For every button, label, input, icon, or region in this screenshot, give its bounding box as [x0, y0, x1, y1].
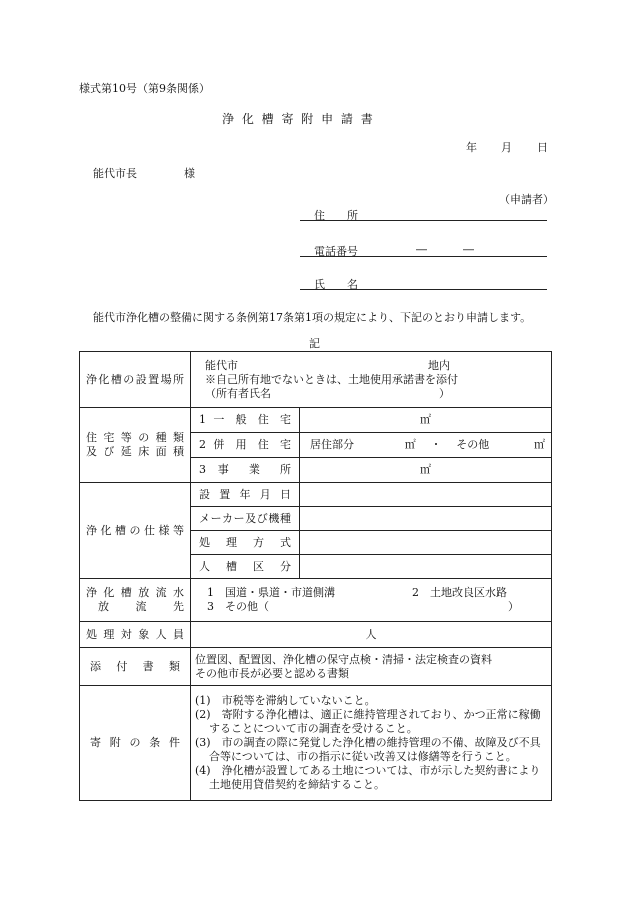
discharge-cell — [191, 579, 552, 622]
location-label: 浄化槽の設置場所 — [80, 352, 191, 408]
persons-label: 処理対象人員 — [80, 622, 191, 648]
phone-line — [300, 256, 547, 257]
applicant-label: （申請者） — [499, 193, 554, 206]
name-label: 氏 名 — [314, 278, 358, 291]
date-year: 年 — [466, 141, 477, 154]
ki-heading: 記 — [309, 337, 320, 350]
conditions-label: 寄附の条件 — [80, 686, 191, 801]
phone-label: 電話番号 — [314, 245, 358, 258]
date-month: 月 — [501, 141, 512, 154]
residential-unit: ㎡ — [404, 438, 416, 451]
spec-capacity-class: 人槽区分 — [191, 555, 300, 579]
address-label: 住 所 — [314, 209, 358, 222]
location-cell — [191, 352, 552, 408]
location-row — [80, 352, 552, 408]
attachments-cell — [191, 648, 552, 686]
conditions-row — [80, 686, 552, 801]
building-kind-3: 3 事 業 所 — [191, 458, 300, 483]
attachments-row — [80, 648, 552, 686]
spec-treatment-method: 処理方式 — [191, 531, 300, 555]
discharge-option-1: 1 国道・県道・市道側溝 — [207, 586, 335, 599]
addressee-name: 能代市長 — [93, 167, 137, 180]
building-label: 住宅等の種類 及び延床面積 — [80, 408, 191, 483]
spec-label: 浄化槽の仕様等 — [80, 483, 191, 579]
discharge-row — [80, 579, 552, 622]
spec-capacity-class-value — [300, 555, 552, 579]
area-separator: ・ — [430, 438, 442, 451]
addressee-honorific: 様 — [184, 167, 195, 180]
phone-separator-1: ― — [416, 243, 427, 256]
other-unit: ㎡ — [534, 438, 545, 451]
phone-separator-2: ― — [463, 243, 474, 256]
owner-name-open: （所有者氏名 — [205, 386, 271, 400]
building-kind-1: 1 一 般 住 宅 — [191, 408, 300, 433]
condition-item: (1) 市税等を滞納していないこと。 — [195, 694, 376, 707]
building-row-1 — [80, 408, 552, 433]
condition-item: (3) 市の調査の際に発覚した浄化槽の維持管理の不備、故障及び不具合等については、市の指示に従い改善又は修繕等を行うこと。 — [195, 736, 541, 763]
discharge-option-3: 3 その他（ — [207, 600, 269, 613]
conditions-cell — [191, 686, 552, 801]
attachments-line-1: 位置図、配置図、浄化槽の保守点検・清掃・法定検査の資料 — [195, 652, 492, 666]
other-part-label: その他 — [456, 438, 490, 451]
attachments-label: 添付書類 — [80, 648, 191, 686]
discharge-option-3-close: ） — [508, 600, 519, 613]
spec-treatment-method-value — [300, 531, 552, 555]
persons-value: 人 — [191, 622, 552, 648]
date-day: 日 — [537, 141, 548, 154]
building-kind-2: 2 併 用 住 宅 — [191, 433, 300, 458]
discharge-label: 浄化槽放流水 放流先 — [80, 579, 191, 622]
spec-row-1 — [80, 483, 552, 507]
address-line — [300, 220, 547, 221]
page-title: 浄 化 槽 寄 附 申 請 書 — [222, 112, 375, 126]
name-line — [300, 289, 547, 290]
form-number: 様式第10号（第9条関係） — [79, 82, 210, 95]
spec-install-date: 設置年月日 — [191, 483, 300, 507]
spec-install-date-value — [300, 483, 552, 507]
building-area-1: ㎡ — [300, 408, 552, 433]
spec-maker-model: メーカー及び機種 — [191, 507, 300, 531]
condition-item: (4) 浄化槽が設置してある土地については、市が示した契約書により土地使用貸借契約を締結すること。 — [195, 764, 541, 791]
building-area-3: ㎡ — [300, 458, 552, 483]
owner-name-close: ） — [439, 386, 450, 400]
statement: 能代市浄化槽の整備に関する条例第17条第1項の規定により、下記のとおり申請します。 — [93, 311, 532, 324]
spec-maker-model-value — [300, 507, 552, 531]
application-table — [79, 351, 552, 801]
residential-part-label: 居住部分 — [310, 438, 354, 451]
building-area-2 — [300, 433, 552, 458]
attachments-line-2: その他市長が必要と認める書類 — [195, 666, 349, 680]
location-note: ※自己所有地でないときは、土地使用承諾書を添付 — [205, 372, 458, 386]
persons-row — [80, 622, 552, 648]
location-suffix: 地内 — [428, 358, 450, 372]
condition-item: (2) 寄附する浄化槽は、適正に維持管理されており、かつ正常に稼働することについて市の調査を受けること。 — [195, 708, 541, 735]
discharge-option-2: 2 土地改良区水路 — [412, 586, 507, 599]
location-city: 能代市 — [205, 358, 238, 372]
